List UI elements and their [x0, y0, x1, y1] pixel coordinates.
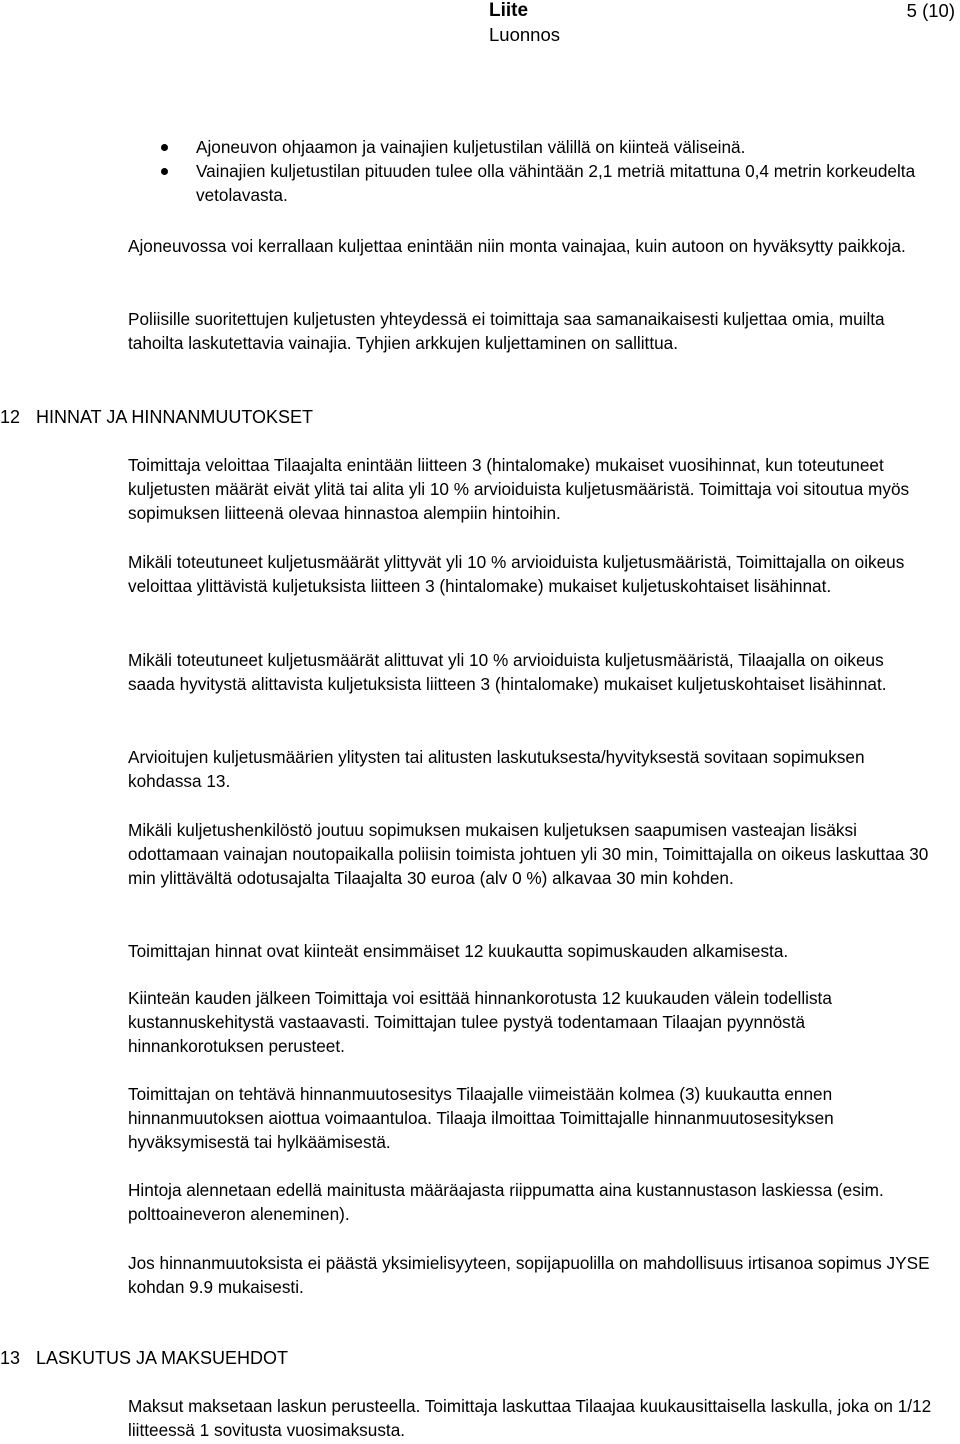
- paragraph: Maksut maksetaan laskun perusteella. Toimittaja laskuttaa Tilaajaa kuukausittaisella laskulla, joka on 1/12 liitteessä 1 sovitusta vuosimaksusta.: [128, 1396, 932, 1440]
- paragraph: Mikäli toteutuneet kuljetusmäärät ylittyvät yli 10 % arvioiduista kuljetusmääristä, Toimittajalla on oikeus veloittaa ylittävistä kuljetuksista liitteen 3 (hintalomake) mukaiset kuljetuskohtaiset lisähinnat.: [128, 552, 905, 596]
- paragraph: Poliisille suoritettujen kuljetusten yhteydessä ei toimittaja saa samanaikaisesti kuljettaa omia, muilta tahoilta laskutettavia vainajia. Tyhjien arkkujen kuljettaminen on sallittua.: [128, 309, 885, 353]
- list-item-text: Ajoneuvon ohjaamon ja vainajien kuljetustilan välillä on kiinteä väliseinä.: [196, 137, 746, 157]
- list-item: [196, 135, 960, 159]
- list-item-text: Vainajien kuljetustilan pituuden tulee olla vähintään 2,1 metriä mitattuna 0,4 metrin korkeudelta vetolavasta.: [196, 161, 916, 205]
- paragraph: Jos hinnanmuutoksista ei päästä yksimielisyyteen, sopijapuolilla on mahdollisuus irtisanoa sopimus JYSE kohdan 9.9 mukaisesti.: [128, 1253, 930, 1297]
- document-title: Liite: [489, 0, 529, 21]
- paragraph: Mikäli toteutuneet kuljetusmäärät alittuvat yli 10 % arvioiduista kuljetusmääristä, Tilaajalla on oikeus saada hyvitystä alittavista kuljetuksista liitteen 3 (hintalomake) mukaiset kuljetuskohtaiset lisähinnat.: [128, 650, 887, 694]
- section-title: HINNAT JA HINNANMUUTOKSET: [36, 407, 314, 427]
- paragraph: Toimittaja veloittaa Tilaajalta enintään liitteen 3 (hintalomake) mukaiset vuosihinnat, kun toteutuneet kuljetusten määrät eivät ylitä tai alita yli 10 % arvioiduista kuljetusmääristä. Toimittaja voi sitoutua myös sopimuksen liitteenä olevaa hinnastoa alempiin hintoihin.: [128, 455, 910, 523]
- requirements-list: [128, 135, 960, 207]
- list-item: [196, 159, 960, 207]
- paragraph: Toimittajan on tehtävä hinnanmuutosesitys Tilaajalle viimeistään kolmea (3) kuukautta ennen hinnanmuutoksen aiottua voimaantuloa. Tilaaja ilmoittaa Toimittajalle hinnanmuutosesityksen hyväksymisestä tai hylkäämisestä.: [128, 1084, 834, 1152]
- paragraph: Arvioitujen kuljetusmäärien ylitysten tai alitusten laskutuksesta/hyvityksestä sovitaan sopimuksen kohdassa 13.: [128, 747, 865, 791]
- bullet-icon: [161, 168, 168, 175]
- section-number: 12: [0, 407, 21, 427]
- paragraph: Mikäli kuljetushenkilöstö joutuu sopimuksen mukaisen kuljetuksen saapumisen vasteajan lisäksi odottamaan vainajan noutopaikalla poliisin toimista johtuen yli 30 min, Toimittajalla on oikeus laskuttaa 30 min ylittävältä odotusajalta Tilaajalta 30 euroa (alv 0 %) alkavaa 30 min kohden.: [128, 820, 929, 888]
- page-number: 5 (10): [906, 0, 955, 21]
- bullet-icon: [161, 144, 168, 151]
- document-header: [489, 0, 560, 47]
- paragraph: Toimittajan hinnat ovat kiinteät ensimmäiset 12 kuukautta sopimuskauden alkamisesta.: [128, 941, 789, 961]
- section-heading-13: [0, 1346, 288, 1370]
- section-number: 13: [0, 1348, 21, 1368]
- section-heading-12: [0, 405, 313, 429]
- paragraph: Hintoja alennetaan edellä mainitusta määräajasta riippumatta aina kustannustason laskiessa (esim. polttoaineveron aleneminen).: [128, 1180, 884, 1224]
- document-status: Luonnos: [489, 24, 560, 45]
- paragraph: Ajoneuvossa voi kerrallaan kuljettaa enintään niin monta vainajaa, kuin autoon on hyväksytty paikkoja.: [128, 236, 906, 256]
- section-title: LASKUTUS JA MAKSUEHDOT: [36, 1348, 289, 1368]
- paragraph: Kiinteän kauden jälkeen Toimittaja voi esittää hinnankorotusta 12 kuukauden välein todellista kustannuskehitystä vastaavasti. Toimittajan tulee pystyä todentamaan Tilaajan pyynnöstä hinnankorotuksen perusteet.: [128, 988, 832, 1056]
